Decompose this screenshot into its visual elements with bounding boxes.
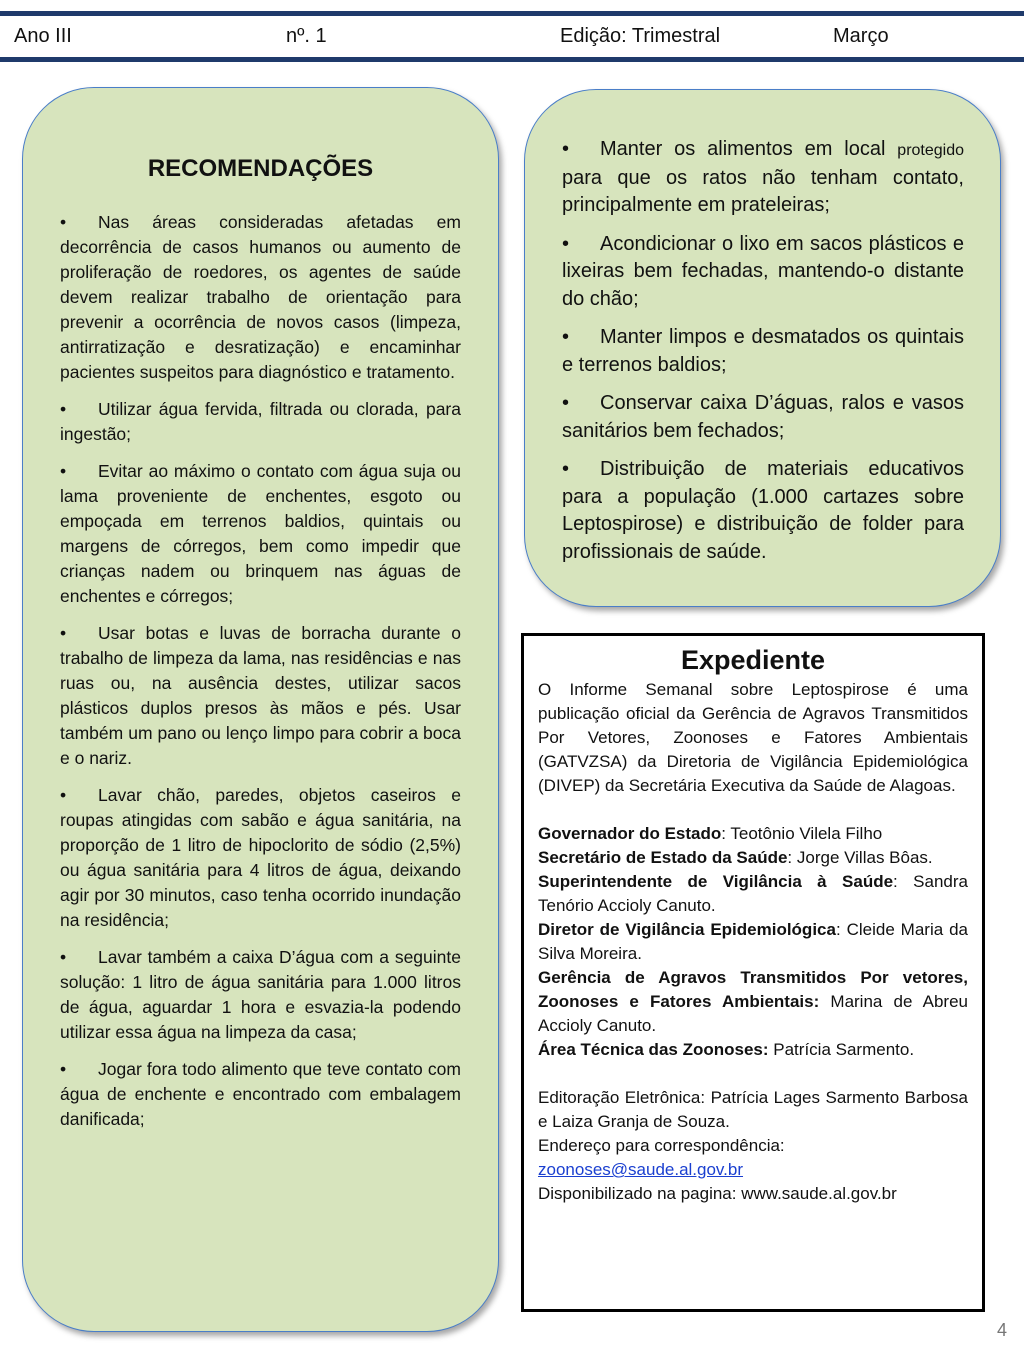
bullet: • xyxy=(60,947,67,967)
list-item-text: Manter limpos e desmatados os quintais e terrenos baldios; xyxy=(562,326,964,376)
credit-value: Marina de Abreu Accioly Canuto. xyxy=(538,992,968,1035)
bullet: • xyxy=(562,392,570,414)
credit-label: Área Técnica das Zoonoses: xyxy=(538,1040,769,1059)
list-item-text: Acondicionar o lixo em sacos plásticos e lixeiras bem fechadas, mantendo-o distante do chão; xyxy=(562,232,964,310)
credit-entry: Secretário de Estado da Saúde: Jorge Villas Bôas. xyxy=(538,848,933,867)
list-item xyxy=(60,783,461,933)
list-item-text: Lavar chão, paredes, objetos caseiros e roupas atingidas com sabão e água sanitária, na proporção de 1 litro de hipoclorito de sódio (2,5%) ou água sanitária para 4 litros de água, deixando agir por 30 minutos, caso tenha ocorrido inundação na residência; xyxy=(60,785,461,930)
expediente-box xyxy=(521,633,985,1312)
list-item: • Manter os alimentos em local protegido para que os ratos não tenham contato, principalmente em prateleiras; xyxy=(562,138,965,216)
bullet: • xyxy=(60,785,67,805)
credit-entry: Diretor de Vigilância Epidemiológica: Cleide Maria da Silva Moreira. xyxy=(538,920,968,963)
list-item-text: Usar botas e luvas de borracha durante o trabalho de limpeza da lama, nas residências e nas ruas ou, na ausência destes, utilizar sacos plásticos duplos presos às mãos e pés. Usar também um pano ou lenço limpo para cobrir a boca e o nariz. xyxy=(60,623,461,768)
disponibilizado-text: Disponibilizado na pagina: www.saude.al.gov.br xyxy=(538,1184,897,1203)
list-item-text: Lavar também a caixa D’água com a seguinte solução: 1 litro de água sanitária para 1.000 litros de água, aguardar 1 hora e esvazia-la podendo utilizar essa água na limpeza da casa; xyxy=(60,947,461,1042)
list-item-text: Evitar ao máximo o contato com água suja ou lama proveniente de enchentes, esgoto ou empoçada em terrenos baldios, quintais ou margens de córregos, bem como impedir que crianças nadem ou brinquem nas águas de enchentes e córregos; xyxy=(60,461,461,606)
header-top-rule xyxy=(0,11,1024,16)
editoracao-text: Editoração Eletrônica: Patrícia Lages Sarmento Barbosa e Laiza Granja de Souza. xyxy=(538,1088,968,1131)
credit-value: Sandra Tenório Accioly Canuto. xyxy=(538,872,968,915)
list-item xyxy=(562,324,964,379)
list-item xyxy=(562,231,964,314)
list-item xyxy=(60,210,461,385)
list-item-text: Nas áreas consideradas afetadas em decorrência de casos humanos ou aumento de proliferação de roedores, os agentes de saúde devem realizar trabalho de orientação para prevenir a ocorrência de novos casos (limpeza, antirratização e desratização) e encaminhar pacientes suspeitos para diagnóstico e tratamento. xyxy=(60,212,461,382)
list-item-text: Jogar fora todo alimento que teve contato com água de enchente e encontrado com embalagem danificada; xyxy=(60,1059,461,1129)
header-ano: Ano III xyxy=(14,25,72,47)
credit-label: Gerência de Agravos Transmitidos Por vetores, Zoonoses e Fatores Ambientais: xyxy=(538,968,968,1011)
credit-value: Cleide Maria da Silva Moreira. xyxy=(538,920,968,963)
bullet: • xyxy=(60,461,67,481)
header-edicao: Edição: Trimestral xyxy=(560,25,721,47)
list-item xyxy=(60,1057,461,1132)
bullet: • xyxy=(562,326,570,348)
bullet: • xyxy=(562,232,570,255)
credit-entry: Governador do Estado: Teotônio Vilela Filho xyxy=(538,824,883,843)
credit-label: Secretário de Estado da Saúde xyxy=(538,848,788,867)
bullet: • xyxy=(60,399,67,419)
recomendacoes-list xyxy=(60,210,461,1132)
credit-label: Governador do Estado xyxy=(538,824,722,843)
bullet: • xyxy=(60,623,67,643)
credit-value: Jorge Villas Bôas. xyxy=(796,848,933,867)
expediente-title: Expediente xyxy=(680,645,826,675)
continuacao-list xyxy=(562,136,964,566)
recomendacoes-title: RECOMENDAÇÕES xyxy=(147,155,374,182)
recomendacoes-continuacao-panel xyxy=(524,89,1001,607)
recomendacoes-panel xyxy=(22,87,499,1332)
credits-list xyxy=(538,822,968,1062)
list-item xyxy=(60,397,461,447)
list-item xyxy=(562,456,964,566)
header-bottom-rule xyxy=(0,57,1024,62)
credit-label: Superintendente de Vigilância à Saúde xyxy=(538,872,894,891)
bullet: • xyxy=(60,1059,67,1079)
credit-label: Diretor de Vigilância Epidemiológica xyxy=(538,920,836,939)
list-item-text: Conservar caixa D’águas, ralos e vasos sanitários bem fechados; xyxy=(562,392,964,442)
credit-value: Patrícia Sarmento. xyxy=(773,1040,915,1059)
bullet: • xyxy=(60,212,67,232)
page-number: 4 xyxy=(996,1320,1007,1340)
list-item xyxy=(60,621,461,771)
list-item xyxy=(60,459,461,609)
list-item-text: Distribuição de materiais educativos para a população (1.000 cartazes sobre Leptospirose) e distribuição de folder para profissionais de saúde. xyxy=(562,458,964,563)
credit-entry xyxy=(538,1038,968,1062)
email-link[interactable]: zoonoses@saude.al.gov.br xyxy=(538,1160,744,1179)
list-item xyxy=(562,390,964,445)
endereco-label: Endereço para correspondência: xyxy=(538,1136,785,1155)
credit-entry xyxy=(538,966,968,1038)
list-item-text: Utilizar água fervida, filtrada ou clorada, para ingestão; xyxy=(60,399,461,444)
header-numero: nº. 1 xyxy=(286,25,327,47)
credit-entry: Superintendente de Vigilância à Saúde: Sandra Tenório Accioly Canuto. xyxy=(538,872,968,915)
credit-value: Teotônio Vilela Filho xyxy=(730,824,883,843)
list-item xyxy=(60,945,461,1045)
header-mes: Março xyxy=(833,25,889,47)
expediente-intro: O Informe Semanal sobre Leptospirose é uma publicação oficial da Gerência de Agravos Transmitidos Por Vetores, Zoonoses e Fatores Ambientais (GATVZSA) da Diretoria de Vigilância Epidemiológica (DIVEP) da Secretária Executiva da Saúde de Alagoas. xyxy=(538,680,968,795)
bullet: • xyxy=(562,458,570,480)
bullet: • xyxy=(562,138,570,160)
